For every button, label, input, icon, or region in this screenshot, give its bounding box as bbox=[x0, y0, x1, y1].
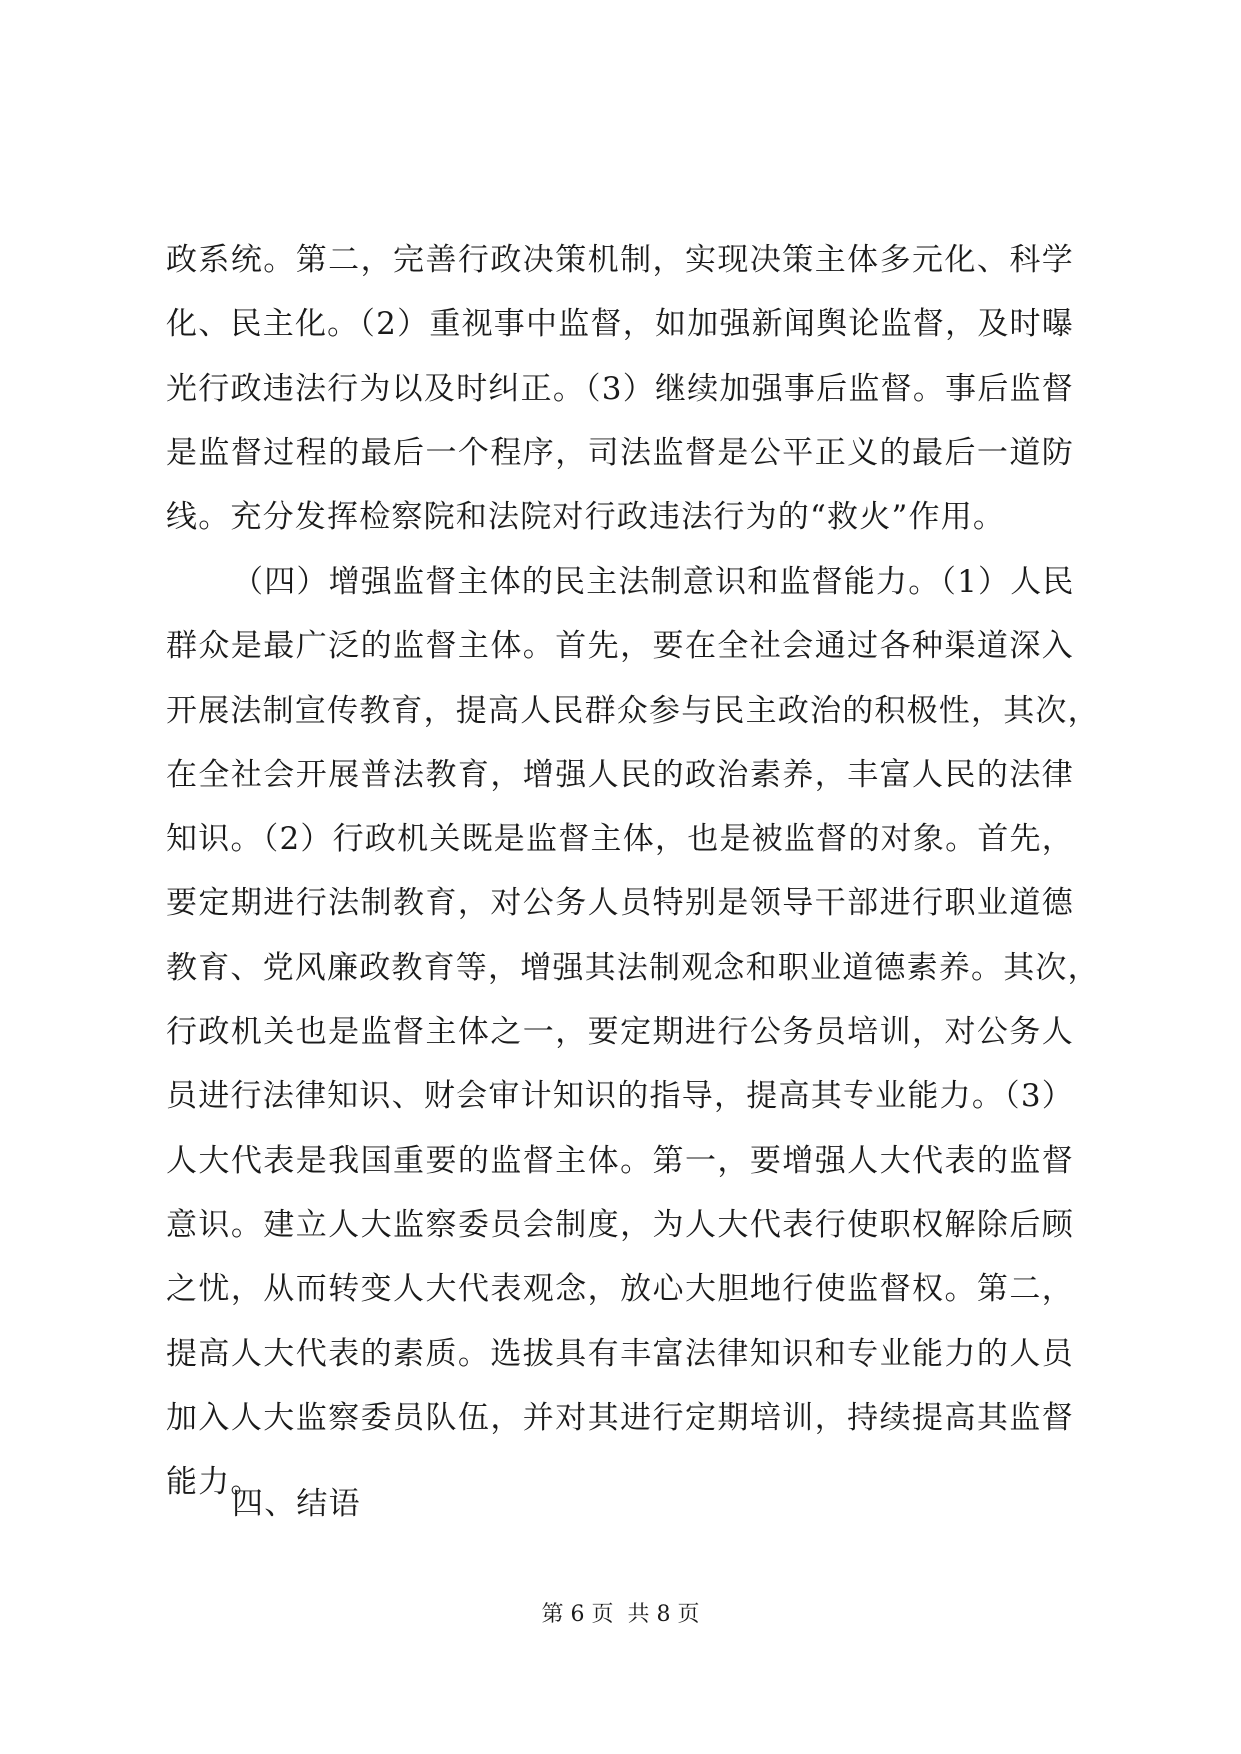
paragraph-line: 光行政违法行为以及时纠正。（3）继续加强事后监督。事后监督 bbox=[166, 370, 1074, 407]
paragraph-line: 政系统。第二，完善行政决策机制，实现决策主体多元化、科学 bbox=[166, 242, 1074, 278]
paragraph-line: （四）增强监督主体的民主法制意识和监督能力。（1）人民 bbox=[232, 564, 1075, 600]
paragraph-line: 意识。建立人大监察委员会制度，为人大代表行使职权解除后顾 bbox=[166, 1206, 1074, 1243]
paragraph-line: 化、民主化。（2）重视事中监督，如加强新闻舆论监督，及时曝 bbox=[166, 306, 1074, 343]
paragraph-line: 要定期进行法制教育，对公务人员特别是领导干部进行职业道德 bbox=[166, 885, 1074, 922]
paragraph-line: 员进行法律知识、财会审计知识的指导，提高其专业能力。（3） bbox=[166, 1078, 1074, 1115]
paragraph-line: 群众是最广泛的监督主体。首先，要在全社会通过各种渠道深入 bbox=[166, 628, 1074, 665]
paragraph-line: 行政机关也是监督主体之一，要定期进行公务员培训，对公务人 bbox=[166, 1014, 1074, 1051]
paragraph-line: 是监督过程的最后一个程序，司法监督是公平正义的最后一道防 bbox=[166, 434, 1074, 471]
paragraph-line: 教育、党风廉政教育等，增强其法制观念和职业道德素养。其次， bbox=[166, 949, 1100, 986]
paragraph-line: 知识。（2）行政机关既是监督主体，也是被监督的对象。首先， bbox=[166, 821, 1074, 858]
paragraph-line: 在全社会开展普法教育，增强人民的政治素养，丰富人民的法律 bbox=[166, 756, 1074, 793]
paragraph-line: 线。充分发挥检察院和法院对行政违法行为的“救火”作用。 bbox=[166, 499, 1006, 536]
paragraph-line: 开展法制宣传教育，提高人民群众参与民主政治的积极性，其次， bbox=[166, 692, 1100, 729]
paragraph-line: 人大代表是我国重要的监督主体。第一，要增强人大代表的监督 bbox=[166, 1142, 1074, 1179]
paragraph-line: 能力。 bbox=[166, 1464, 263, 1501]
paragraph-line: 之忧，从而转变人大代表观念，放心大胆地行使监督权。第二， bbox=[166, 1271, 1074, 1308]
paragraph-line: 提高人大代表的素质。选拔具有丰富法律知识和专业能力的人员 bbox=[166, 1335, 1074, 1372]
paragraph-line: 加入人大监察委员队伍，并对其进行定期培训，持续提高其监督 bbox=[166, 1399, 1074, 1436]
section-heading: 四、结语 bbox=[232, 1486, 361, 1522]
page-number-label: 第 6 页 共 8 页 bbox=[541, 1602, 700, 1627]
page-footer bbox=[0, 1600, 1241, 1630]
paragraph-continued bbox=[166, 228, 1074, 549]
paragraph-section-4 bbox=[166, 550, 1100, 1514]
